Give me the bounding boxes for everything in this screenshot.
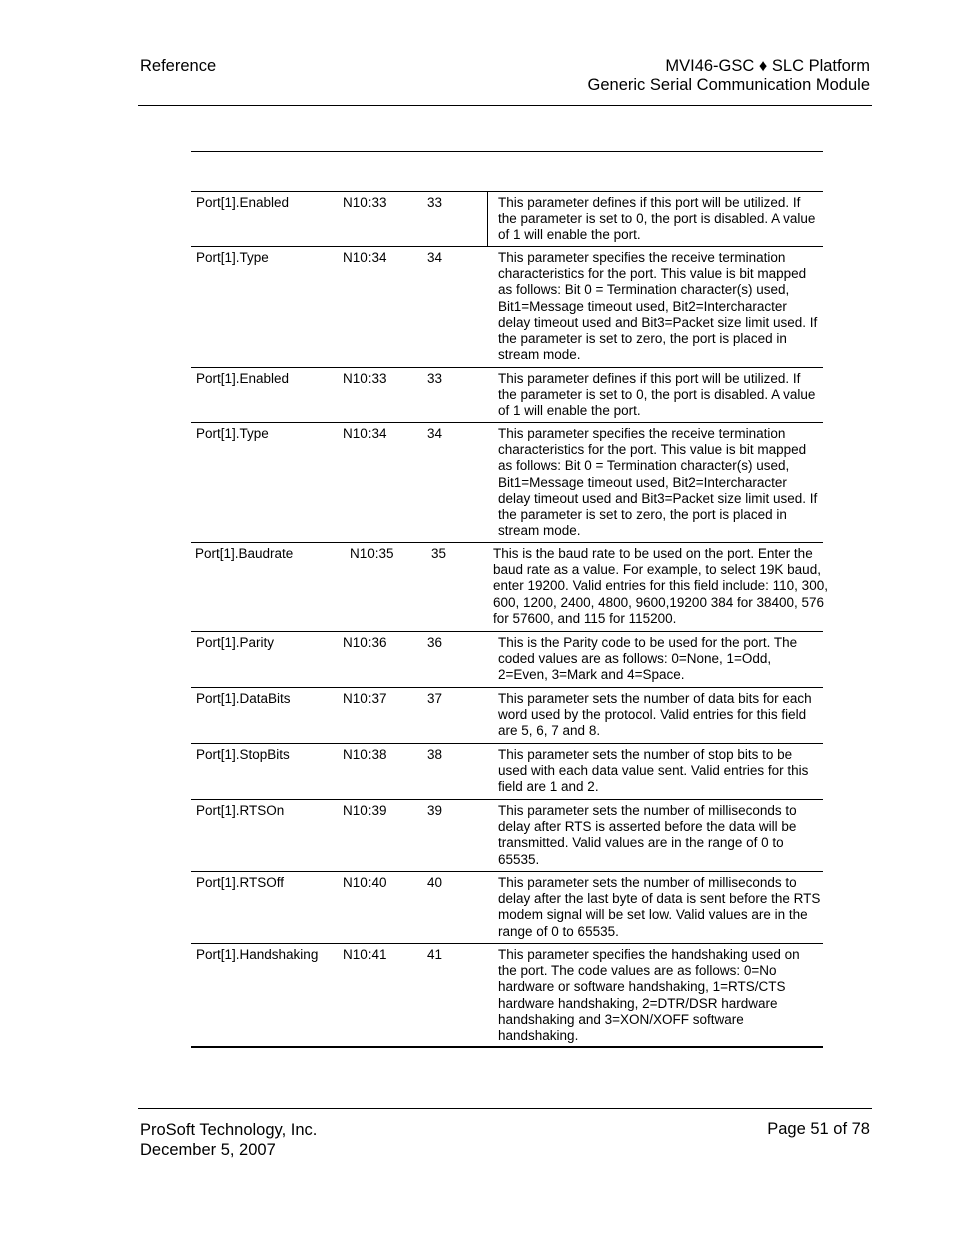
table-row	[191, 246, 823, 368]
table-row	[191, 367, 823, 423]
table-row	[191, 871, 823, 944]
parameter-description: This parameter sets the number of data bits for each word used by the protocol. Valid entries for this field are 5, 6, 7 and 8.	[498, 691, 812, 739]
parameter-offset: 34	[427, 250, 443, 265]
header-product-line: MVI46-GSC ♦ SLC Platform	[665, 57, 870, 75]
table-bottom-rule	[191, 1046, 823, 1048]
footer-divider	[138, 1108, 872, 1109]
header-document-title	[588, 57, 870, 95]
parameter-name: Port[1].Baudrate	[195, 546, 294, 561]
parameter-address: N10:33	[343, 371, 387, 386]
footer-left	[140, 1120, 317, 1160]
parameter-address: N10:41	[343, 947, 387, 962]
parameter-offset: 33	[427, 371, 443, 386]
parameter-name: Port[1].Enabled	[196, 371, 290, 386]
parameter-offset: 36	[427, 635, 443, 650]
parameter-address: N10:34	[343, 250, 387, 265]
header-divider	[138, 105, 872, 106]
table-row	[191, 799, 823, 872]
parameter-offset: 39	[427, 803, 443, 818]
table-row	[191, 422, 823, 543]
table-row	[191, 191, 823, 247]
parameter-offset: 38	[427, 747, 443, 762]
parameter-address: N10:36	[343, 635, 387, 650]
table-row	[191, 542, 828, 632]
parameter-description: This parameter specifies the receive termination characteristics for the port. This value is bit mapped as follows: Bit 0 = Termination character(s) used, Bit1=Message timeout used, Bit2=Intercharacter delay timeout used and Bit3=Packet size limit used. If the parameter is set to zero, the port is placed in stream mode.	[498, 426, 818, 539]
parameter-name: Port[1].Parity	[196, 635, 275, 650]
page-number: Page 51 of 78	[767, 1120, 870, 1138]
parameter-address: N10:33	[343, 195, 387, 210]
table-row	[191, 687, 823, 744]
parameter-address: N10:34	[343, 426, 387, 441]
parameter-name: Port[1].DataBits	[196, 691, 291, 706]
header-product-subtitle: Generic Serial Communication Module	[587, 76, 870, 94]
parameter-description: This is the Parity code to be used for the port. The coded values are as follows: 0=None, 1=Odd, 2=Even, 3=Mark and 4=Space.	[498, 635, 798, 683]
table-row	[191, 743, 823, 800]
parameter-address: N10:35	[350, 546, 394, 561]
table-top-rule	[191, 151, 823, 152]
header-section-title: Reference	[140, 57, 217, 75]
parameter-address: N10:37	[343, 691, 387, 706]
column-divider	[487, 192, 488, 247]
parameter-offset: 41	[427, 947, 443, 962]
table-row	[191, 631, 823, 688]
parameter-description: This is the baud rate to be used on the port. Enter the baud rate as a value. For example, to select 19K baud, enter 19200. Valid entries for this field include: 110, 300, 600, 1200, 2400, 4800, 9600,19200 384 for 38400, 576 for 57600, and 115 for 115200.	[493, 546, 828, 626]
parameter-description: This parameter defines if this port will be utilized. If the parameter is set to 0, the port is disabled. A value of 1 will enable the port.	[498, 195, 816, 243]
parameter-name: Port[1].RTSOff	[196, 875, 285, 890]
parameter-offset: 37	[427, 691, 443, 706]
parameter-offset: 34	[427, 426, 443, 441]
parameter-description: This parameter specifies the handshaking used on the port. The code values are as follows: 0=No hardware or software handshaking, 1=RTS/CTS hardware handshaking, 2=DTR/DSR hardware handshaking and 3=XON/XOFF software handshaking.	[498, 947, 800, 1044]
parameter-offset: 40	[427, 875, 443, 890]
parameter-name: Port[1].Enabled	[196, 195, 290, 210]
parameter-address: N10:39	[343, 803, 387, 818]
parameter-description: This parameter sets the number of milliseconds to delay after the last byte of data is sent before the RTS modem signal will be set low. Valid values are in the range of 0 to 65535.	[498, 875, 821, 939]
parameter-offset: 35	[431, 546, 447, 561]
parameter-name: Port[1].Type	[196, 250, 269, 265]
parameter-description: This parameter specifies the receive termination characteristics for the port. This value is bit mapped as follows: Bit 0 = Termination character(s) used, Bit1=Message timeout used, Bit2=Intercharacter delay timeout used and Bit3=Packet size limit used. If the parameter is set to zero, the port is placed in stream mode.	[498, 250, 818, 363]
parameter-name: Port[1].StopBits	[196, 747, 290, 762]
parameter-description: This parameter defines if this port will be utilized. If the parameter is set to 0, the port is disabled. A value of 1 will enable the port.	[498, 371, 816, 419]
parameter-name: Port[1].Handshaking	[196, 947, 319, 962]
parameter-description: This parameter sets the number of stop bits to be used with each data value sent. Valid entries for this field are 1 and 2.	[498, 747, 809, 795]
parameter-address: N10:38	[343, 747, 387, 762]
parameter-description: This parameter sets the number of milliseconds to delay after RTS is asserted before the data will be transmitted. Valid values are in the range of 0 to 65535.	[498, 803, 797, 867]
parameter-name: Port[1].RTSOn	[196, 803, 285, 818]
table-row	[191, 943, 823, 1047]
parameter-offset: 33	[427, 195, 443, 210]
parameter-name: Port[1].Type	[196, 426, 269, 441]
footer-company: ProSoft Technology, Inc.	[140, 1121, 318, 1139]
parameter-address: N10:40	[343, 875, 387, 890]
footer-date: December 5, 2007	[140, 1141, 276, 1159]
